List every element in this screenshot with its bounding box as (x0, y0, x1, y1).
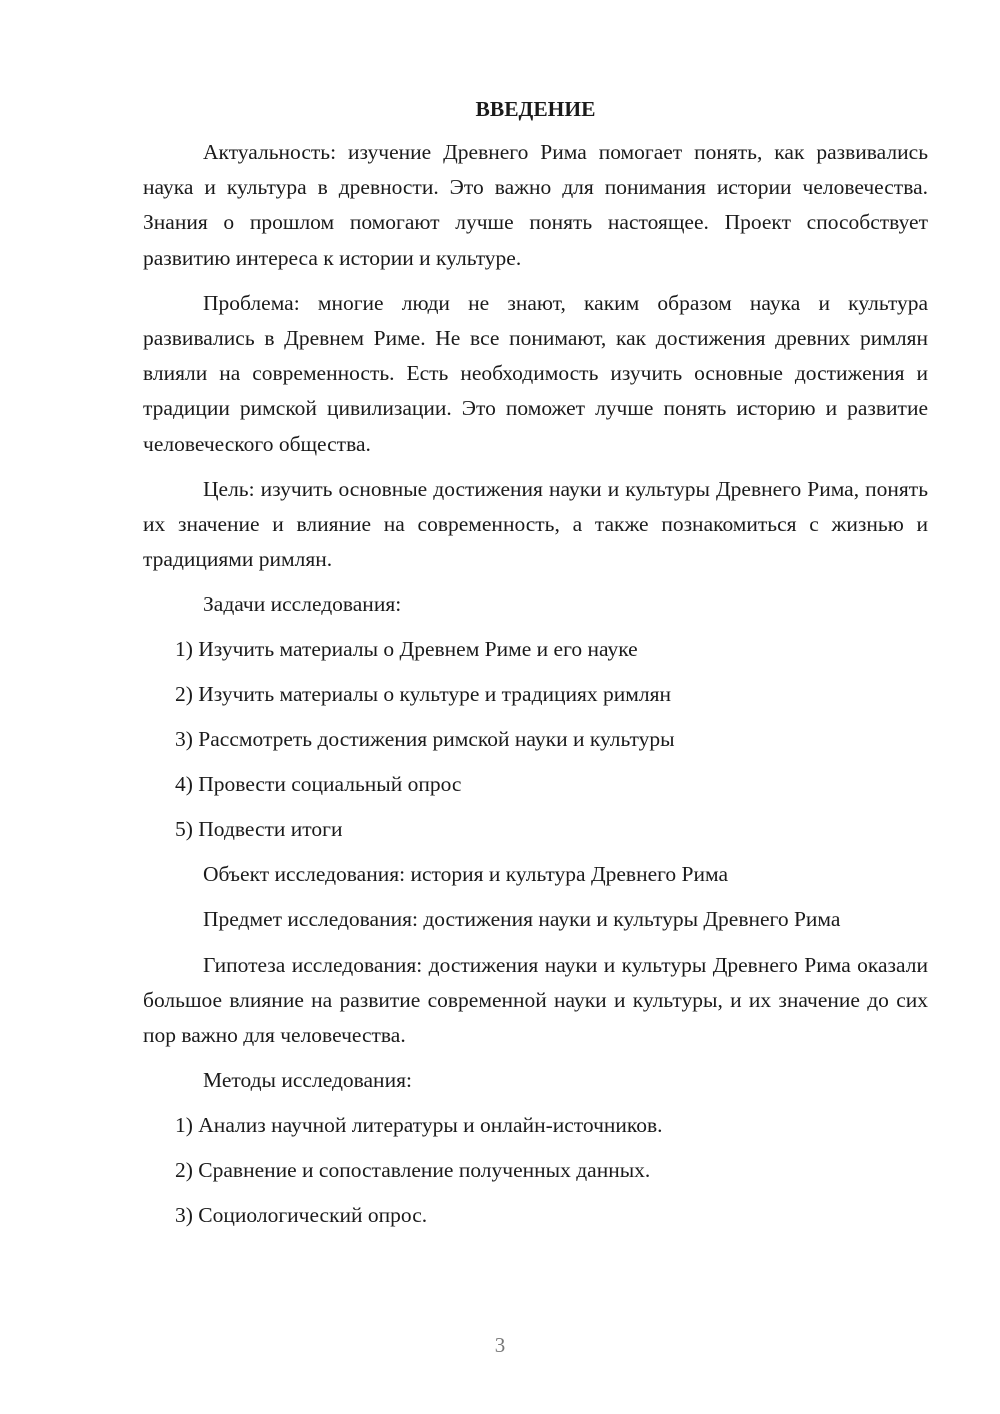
page-number: 3 (494, 1333, 506, 1357)
relevance-paragraph: Актуальность: изучение Древнего Рима помогает понять, как развивались наука и культура в древности. Это важно для понимания истории человечества. Знания о прошлом помогают лучше понять настоящее. Проект способствует развитию интереса к истории и культуре. (143, 140, 928, 270)
method-item: 3) Социологический опрос. (175, 1203, 428, 1228)
task-item: 3) Рассмотреть достижения римской науки и культуры (175, 727, 675, 752)
document-page (143, 92, 928, 1243)
hypothesis-paragraph: Гипотеза исследования: достижения науки и культуры Древнего Рима оказали большое влияние на развитие современной науки и культуры, и их значение до сих пор важно для человечества. (143, 952, 928, 1048)
page-title: ВВЕДЕНИЕ (475, 97, 596, 121)
method-item: 2) Сравнение и сопоставление полученных данных. (175, 1158, 651, 1183)
methods-heading: Методы исследования: (203, 1068, 412, 1093)
task-item: 4) Провести социальный опрос (175, 772, 462, 797)
task-item: 2) Изучить материалы о культуре и традициях римлян (175, 682, 672, 707)
tasks-heading: Задачи исследования: (203, 592, 402, 617)
task-item: 1) Изучить материалы о Древнем Риме и его науке (175, 637, 638, 662)
problem-paragraph: Проблема: многие люди не знают, каким образом наука и культура развивались в Древнем Риме. Не все понимают, как достижения древних римлян влияли на современность. Есть необходимость изучить основные достижения и традиции римской цивилизации. Это поможет лучше понять историю и развитие человеческого общества. (143, 290, 928, 456)
subject-paragraph: Предмет исследования: достижения науки и культуры Древнего Рима (203, 907, 841, 932)
task-item: 5) Подвести итоги (175, 817, 343, 842)
method-item: 1) Анализ научной литературы и онлайн-источников. (175, 1113, 663, 1138)
goal-paragraph: Цель: изучить основные достижения науки и культуры Древнего Рима, понять их значение и влияние на современность, а также познакомиться с жизнью и традициями римлян. (143, 476, 928, 572)
object-line: Объект исследования: история и культура Древнего Рима (203, 862, 728, 887)
